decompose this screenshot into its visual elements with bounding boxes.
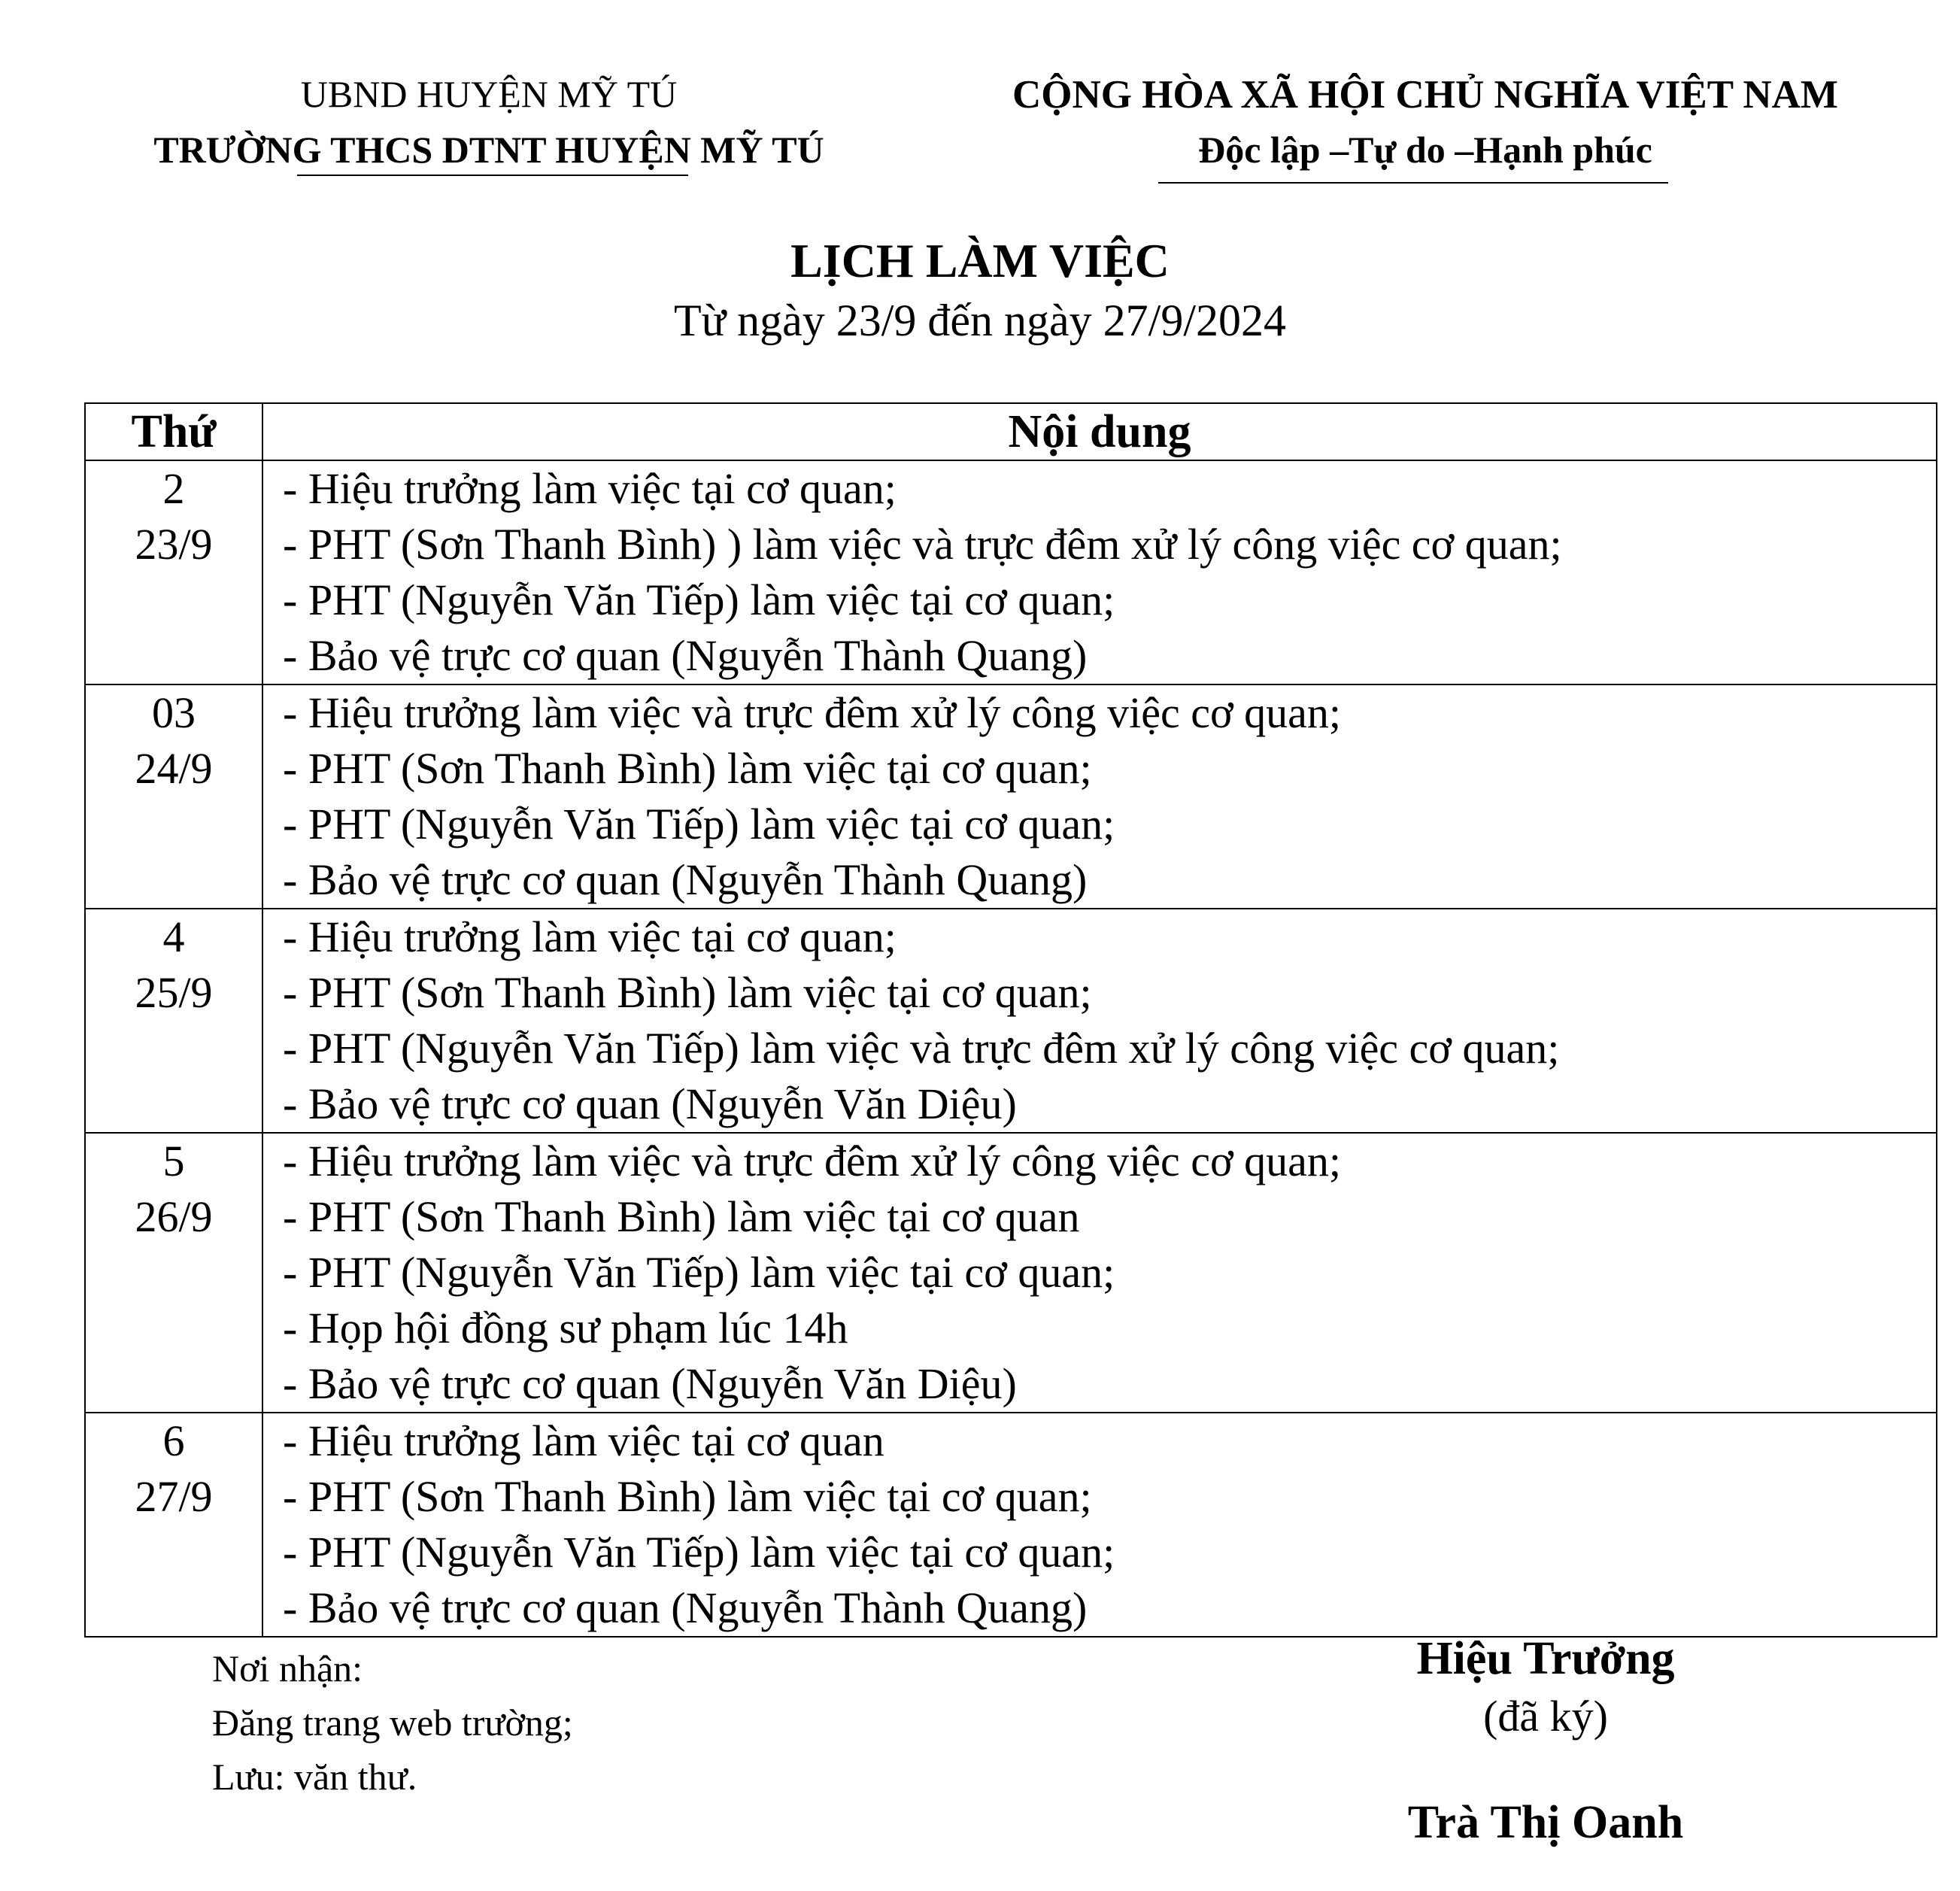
task-line: - PHT (Sơn Thanh Bình) ) làm việc và trực đêm xử lý công việc cơ quan; (283, 520, 1562, 569)
day-date: 23/9 (135, 520, 213, 569)
task-line: - PHT (Nguyễn Văn Tiếp) làm việc tại cơ quan; (283, 1528, 1115, 1577)
task-line: - PHT (Sơn Thanh Bình) làm việc tại cơ quan; (283, 968, 1092, 1017)
table-header-row (85, 403, 1937, 460)
table-row (85, 684, 1937, 909)
table-row (85, 1413, 1937, 1637)
school-name: TRƯỜNG THCS DTNT HUYỆN MỸ TÚ (153, 129, 824, 171)
task-line: - Hiệu trưởng làm việc tại cơ quan (283, 1416, 884, 1465)
signer-status: (đã ký) (1483, 1692, 1608, 1741)
recipients-block (212, 1641, 573, 1804)
task-line: - PHT (Sơn Thanh Bình) làm việc tại cơ quan (283, 1192, 1080, 1241)
task-line: - Bảo vệ trực cơ quan (Nguyễn Thành Quang) (283, 1583, 1088, 1632)
national-motto: Độc lập –Tự do –Hạnh phúc (1198, 129, 1652, 171)
task-line: - PHT (Nguyễn Văn Tiếp) làm việc tại cơ quan; (283, 1248, 1115, 1297)
weekday-number: 5 (162, 1137, 185, 1185)
content-cell (262, 909, 1937, 1133)
content-cell (262, 1413, 1937, 1637)
content-cell (262, 684, 1937, 909)
agency-name: UBND HUYỆN MỸ TÚ (300, 73, 678, 115)
weekday-number: 6 (162, 1416, 185, 1465)
day-date: 25/9 (135, 968, 213, 1017)
day-cell (85, 1133, 262, 1413)
task-line: - PHT (Sơn Thanh Bình) làm việc tại cơ quan; (283, 1472, 1092, 1521)
task-line: - PHT (Nguyễn Văn Tiếp) làm việc tại cơ quan; (283, 575, 1115, 624)
national-motto-underline (1158, 182, 1668, 184)
day-date: 26/9 (135, 1192, 213, 1241)
content-cell (262, 1133, 1937, 1413)
table-row (85, 909, 1937, 1133)
schedule-table (84, 402, 1937, 1638)
task-line: - Họp hội đồng sư phạm lúc 14h (283, 1304, 848, 1352)
day-date: 27/9 (135, 1472, 213, 1521)
date-range: Từ ngày 23/9 đến ngày 27/9/2024 (673, 296, 1287, 345)
weekday-number: 2 (162, 464, 185, 513)
national-title: CỘNG HÒA XÃ HỘI CHỦ NGHĨA VIỆT NAM (1012, 73, 1838, 117)
day-date: 24/9 (135, 744, 213, 793)
day-cell (85, 684, 262, 909)
task-line: - Hiệu trưởng làm việc và trực đêm xử lý công việc cơ quan; (283, 1137, 1342, 1185)
signer-title: Hiệu Trưởng (1416, 1633, 1675, 1684)
recipient-item: Lưu: văn thư. (212, 1756, 417, 1798)
header-content: Nội dung (262, 403, 1937, 460)
task-line: - Hiệu trưởng làm việc tại cơ quan; (283, 912, 897, 961)
day-cell (85, 460, 262, 684)
weekday-number: 4 (162, 912, 185, 961)
school-name-underline (297, 175, 688, 176)
recipient-item: Đăng trang web trường; (212, 1701, 573, 1744)
signer-name: Trà Thị Oanh (1407, 1797, 1684, 1848)
task-line: - PHT (Sơn Thanh Bình) làm việc tại cơ quan; (283, 744, 1092, 793)
weekday-number: 03 (152, 688, 196, 737)
task-line: - PHT (Nguyễn Văn Tiếp) làm việc và trực đêm xử lý công việc cơ quan; (283, 1024, 1560, 1073)
task-line: - Hiệu trưởng làm việc tại cơ quan; (283, 464, 897, 513)
table-row (85, 460, 1937, 684)
task-line: - Bảo vệ trực cơ quan (Nguyễn Thành Quang) (283, 855, 1088, 904)
task-line: - Bảo vệ trực cơ quan (Nguyễn Văn Diệu) (283, 1359, 1017, 1408)
task-line: - Bảo vệ trực cơ quan (Nguyễn Thành Quang) (283, 631, 1088, 680)
recipients-label: Nơi nhận: (212, 1647, 363, 1689)
content-cell (262, 460, 1937, 684)
day-cell (85, 1413, 262, 1637)
task-line: - Bảo vệ trực cơ quan (Nguyễn Văn Diệu) (283, 1079, 1017, 1128)
task-line: - Hiệu trưởng làm việc và trực đêm xử lý công việc cơ quan; (283, 688, 1342, 737)
day-cell (85, 909, 262, 1133)
table-row (85, 1133, 1937, 1413)
document-title: LỊCH LÀM VIỆC (790, 234, 1170, 287)
header-day: Thứ (85, 403, 262, 460)
task-line: - PHT (Nguyễn Văn Tiếp) làm việc tại cơ quan; (283, 800, 1115, 848)
